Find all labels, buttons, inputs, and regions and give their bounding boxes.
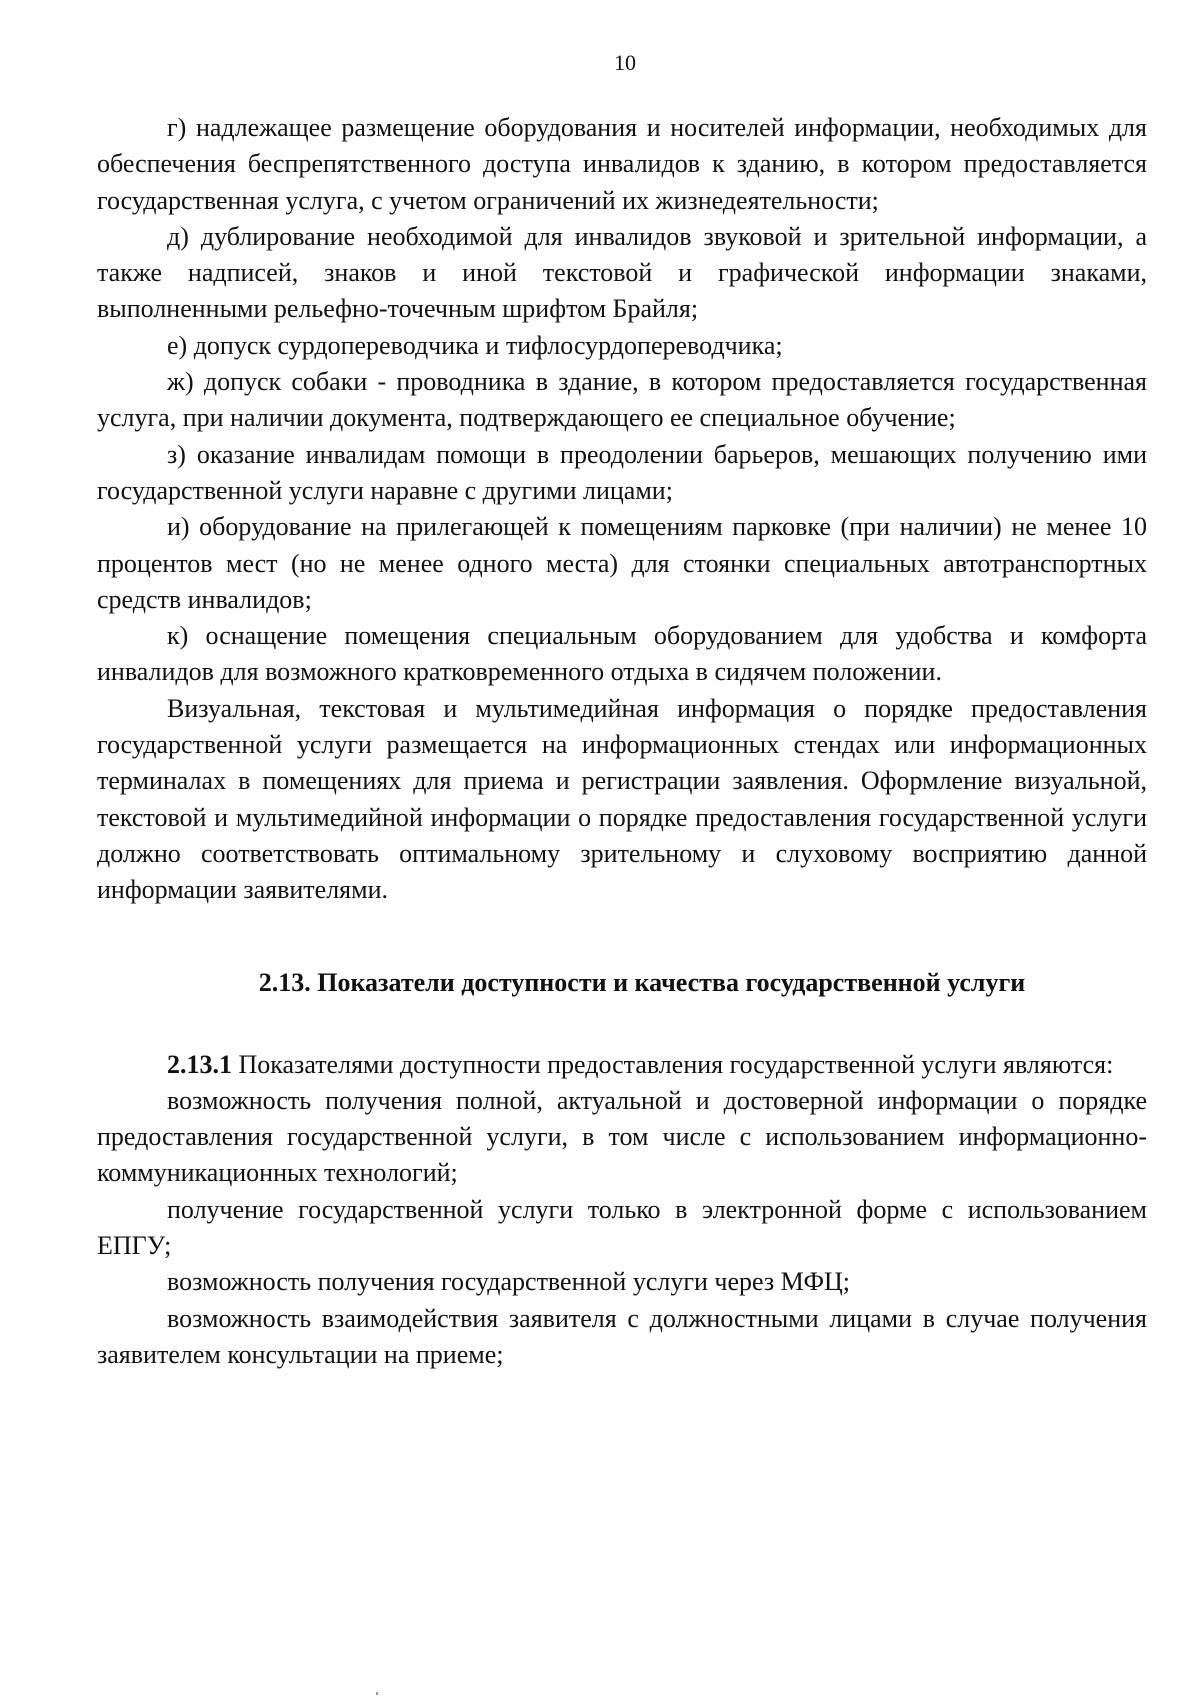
indicator-item: получение государственной услуги только в электронной форме с использованием ЕПГУ; <box>97 1194 1147 1261</box>
indicator-item: возможность взаимодействия заявителя с должностными лицами в случае получения заявителем консультации на приеме; <box>97 1303 1147 1369</box>
clause-number: 2.13.1 <box>167 1049 232 1079</box>
document-body <box>97 110 1147 1373</box>
page-number: 10 <box>614 50 636 75</box>
scan-artifact <box>376 1692 378 1695</box>
list-item-i: и) оборудование на прилегающей к помещениям парковке (при наличии) не менее 10 процентов мест (но не менее одного места) для стоянки специальных автотранспортных средств инвалидов; <box>97 512 1147 614</box>
clause-text: Показателями доступности предоставления государственной услуги являются: <box>232 1049 1114 1079</box>
list-item-e: е) допуск сурдопереводчика и тифлосурдопереводчика; <box>167 330 783 360</box>
clause-2-13-1 <box>97 1047 1147 1083</box>
list-item-zh: ж) допуск собаки - проводника в здание, в котором предоставляется государственная услуга, при наличии документа, подтверждающего ее специальное обучение; <box>97 367 1147 433</box>
list-item-d: д) дублирование необходимой для инвалидов звуковой и зрительной информации, а также надписей, знаков и иной текстовой и графической информации знаками, выполненными рельефно-точечным шрифтом Брайля; <box>97 221 1147 324</box>
visual-info-paragraph: Визуальная, текстовая и мультимедийная информация о порядке предоставления государственной услуги размещается на информационных стендах или информационных терминалах в помещениях для приема и регистрации заявления. Оформление визуальной, текстовой и мультимедийной информации о порядке предоставления государственной услуги должно соответствовать оптимальному зрительному и слуховому восприятию данной информации заявителями. <box>97 693 1147 905</box>
section-heading: 2.13. Показатели доступности и качества государственной услуги <box>258 967 1026 997</box>
indicator-item: возможность получения полной, актуальной и достоверной информации о порядке предоставления государственной услуги, в том числе с использованием информационно-коммуникационных технологий; <box>97 1085 1147 1188</box>
indicator-item: возможность получения государственной услуги через МФЦ; <box>167 1267 850 1297</box>
list-item-g: г) надлежащее размещение оборудования и носителей информации, необходимых для обеспечения беспрепятственного доступа инвалидов к зданию, в котором предоставляется государственная услуга, с учетом ограничений их жизнедеятельности; <box>97 113 1147 215</box>
list-item-k: к) оснащение помещения специальным оборудованием для удобства и комфорта инвалидов для возможного кратковременного отдыха в сидячем положении. <box>97 621 1147 687</box>
list-item-z: з) оказание инвалидам помощи в преодолении барьеров, мешающих получению ими государственной услуги наравне с другими лицами; <box>97 439 1147 505</box>
